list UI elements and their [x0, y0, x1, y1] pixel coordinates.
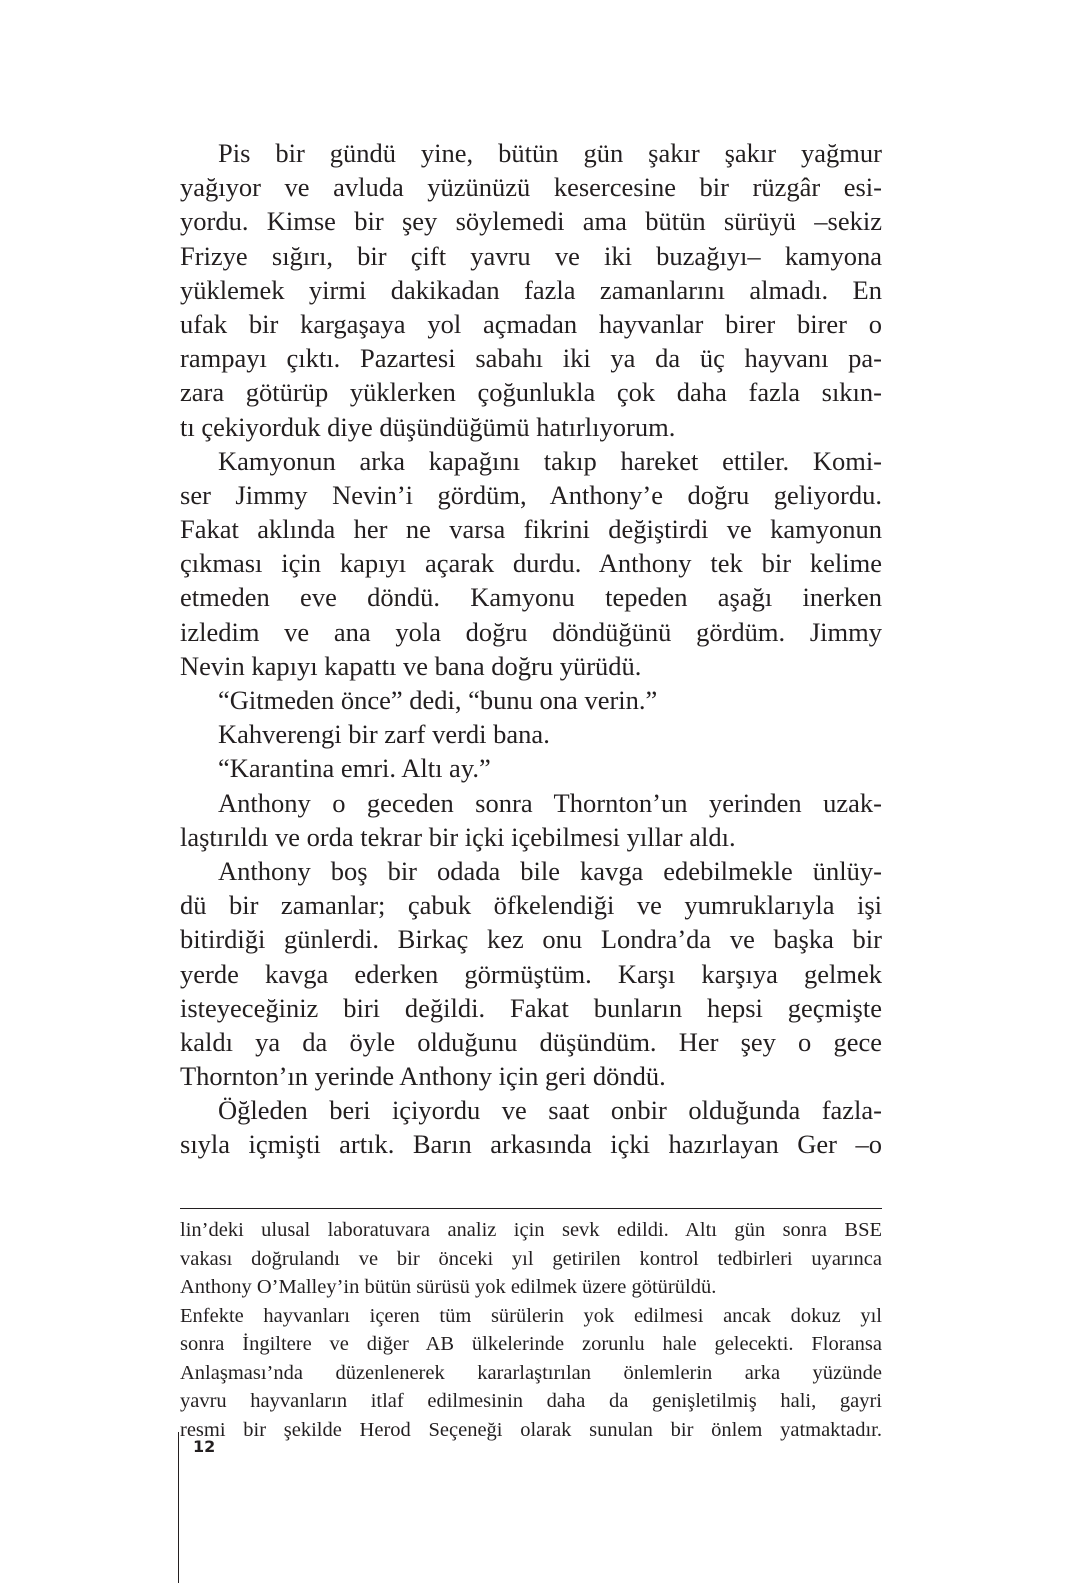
footnote-line: Enfekte hayvanları içeren tüm sürülerin yok edilmesi ancak dokuz yıl — [180, 1304, 882, 1327]
footnote-line: sonra İngiltere ve diğer AB ülkelerinde zorunlu hale gelecekti. Floransa — [180, 1333, 882, 1355]
footnotes — [180, 1216, 882, 1444]
footnote-line: yavru hayvanların itlaf edilmesinin daha da genişletilmiş hali, gayri — [180, 1390, 882, 1412]
folio-rule — [178, 1432, 179, 1583]
text-line: yerde kavga ederken görmüştüm. Karşı karşıya gelmek — [180, 958, 882, 989]
text-line: etmeden eve döndü. Kamyonu tepeden aşağı inerken — [180, 582, 882, 613]
text-line: Öğleden beri içiyordu ve saat onbir olduğunda fazla- — [218, 1095, 882, 1126]
text-line: tı çekiyorduk diye düşündüğümü hatırlıyorum. — [180, 411, 676, 442]
footnote-separator — [180, 1208, 882, 1209]
text-line: ufak bir kargaşaya yol açmadan hayvanlar birer birer o — [180, 308, 882, 339]
text-line: kaldı ya da öyle olduğunu düşündüm. Her şey o gece — [180, 1026, 882, 1057]
text-line: Kahverengi bir zarf verdi bana. — [218, 719, 550, 750]
text-line: Kamyonun arka kapağını takıp hareket ettiler. Komi- — [218, 445, 882, 476]
footnote-line: Anthony O’Malley’in bütün sürüsü yok edilmek üzere götürüldü. — [180, 1276, 717, 1298]
text-line: Frizye sığırı, bir çift yavru ve iki buzağıyı– kamyona — [180, 240, 882, 271]
text-line: dü bir zamanlar; çabuk öfkelendiği ve yumruklarıyla işi — [180, 890, 882, 921]
text-line: isteyeceğiniz biri değildi. Fakat bunların hepsi geçmişte — [180, 992, 882, 1023]
text-line: Pis bir gündü yine, bütün gün şakır şakır yağmur — [218, 138, 882, 168]
text-line: zara götürüp yüklerken çoğunlukla çok daha fazla sıkın- — [180, 377, 882, 408]
text-line: yağıyor ve avluda yüzünüzü kesercesine bir rüzgâr esi- — [180, 172, 882, 203]
text-line: “Gitmeden önce” dedi, “bunu ona verin.” — [218, 685, 658, 715]
main-text — [180, 136, 882, 1162]
footnote-line: resmi bir şekilde Herod Seçeneği olarak sunulan bir önlem yatmaktadır. — [180, 1418, 882, 1441]
footnote-line: vakası doğrulandı ve bir önceki yıl getirilen kontrol tedbirleri uyarınca — [180, 1247, 882, 1270]
text-line: yordu. Kimse bir şey söylemedi ama bütün sürüyü –sekiz — [180, 206, 882, 237]
footnote-line: Anlaşması’nda düzenlenerek kararlaştırılan önlemlerin arka yüzünde — [180, 1361, 882, 1384]
text-line: rampayı çıktı. Pazartesi sabahı iki ya da üç hayvanı pa- — [180, 343, 882, 374]
text-line: Nevin kapıyı kapattı ve bana doğru yürüdü. — [180, 650, 642, 681]
page-number: 12 — [193, 1437, 216, 1456]
text-line: laştırıldı ve orda tekrar bir içki içebilmesi yıllar aldı. — [180, 821, 736, 852]
text-line: izledim ve ana yola doğru döndüğünü gördüm. Jimmy — [180, 616, 882, 647]
text-line: bitirdiği günlerdi. Birkaç kez onu Londra’da ve başka bir — [180, 924, 882, 955]
text-line: sıyla içmişti artık. Barın arkasında içki hazırlayan Ger –o — [180, 1129, 882, 1160]
text-line: Anthony boş bir odada bile kavga edebilmekle ünlüy- — [218, 855, 882, 886]
text-line: Thornton’ın yerinde Anthony için geri döndü. — [180, 1061, 666, 1092]
text-line: “Karantina emri. Altı ay.” — [218, 753, 491, 784]
text-line: çıkması için kapıyı açarak durdu. Anthony tek bir kelime — [180, 548, 882, 579]
text-line: Anthony o geceden sonra Thornton’un yerinden uzak- — [218, 787, 882, 818]
footnote-line: lin’deki ulusal laboratuvara analiz için sevk edildi. Altı gün sonra BSE — [180, 1219, 882, 1241]
text-line: Fakat aklında her ne varsa fikrini değiştirdi ve kamyonun — [180, 514, 882, 545]
text-line: ser Jimmy Nevin’i gördüm, Anthony’e doğru geliyordu. — [180, 479, 882, 510]
text-line: yüklemek yirmi dakikadan fazla zamanlarını almadı. En — [180, 274, 882, 305]
